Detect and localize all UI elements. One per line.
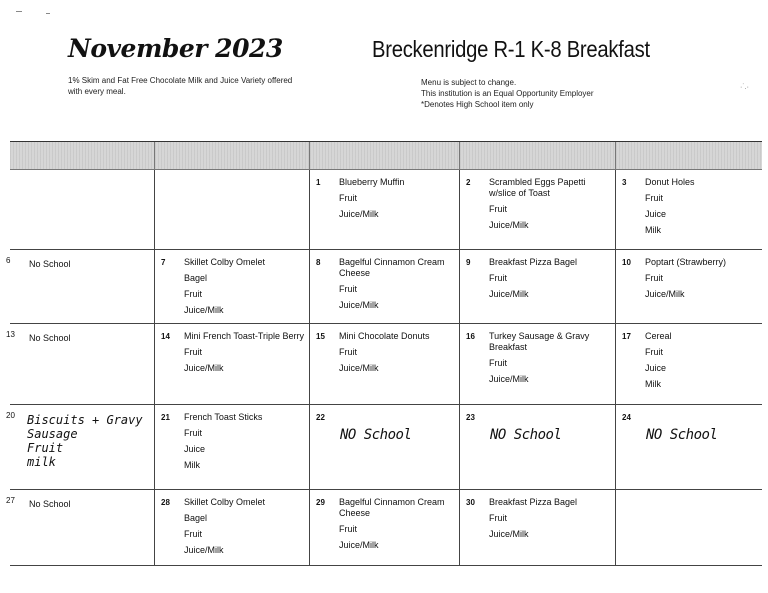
menu-item: Bagelful Cinnamon Cream Cheese [339,497,445,518]
handwritten-item: Biscuits + Gravy [27,413,143,427]
day-number: 17 [622,332,631,341]
menu-items [184,412,305,476]
day-number: 20 [6,411,15,420]
menu-item: Skillet Colby Omelet [184,497,266,507]
day-cell [460,170,616,250]
menu-item: Blueberry Muffin [339,177,405,187]
month-title: November 2023 [68,34,283,63]
scan-speck [16,11,22,12]
day-number: 28 [161,498,170,507]
day-cell [310,490,460,566]
menu-item: Fruit [645,273,663,283]
day-cell [6,250,155,324]
menu-items [489,177,611,236]
menu-item: Mini French Toast-Triple Berry [184,331,305,341]
menu-items [645,331,758,395]
day-cell [6,324,155,405]
menu-item: Breakfast Pizza Bagel [489,497,578,507]
menu-items [339,331,455,379]
menu-item: Juice/Milk [184,363,224,373]
menu-item: Fruit [489,358,507,368]
menu-item: Milk [645,225,661,235]
day-number: 16 [466,332,475,341]
day-number: 13 [6,330,15,339]
day-number: 6 [6,256,11,265]
day-number: 30 [466,498,475,507]
menu-item: Milk [184,460,200,470]
menu-title: Breckenridge R-1 K-8 Breakfast [372,36,650,62]
day-number: 10 [622,258,631,267]
day-cell [6,405,155,490]
day-number: 7 [161,258,166,267]
disclaimer-line: *Denotes High School item only [421,100,534,109]
menu-items [184,497,305,561]
menu-items [489,497,611,545]
milk-note: 1% Skim and Fat Free Chocolate Milk and Juice Variety offered with every meal. [68,76,293,96]
day-cell [310,250,460,324]
menu-item: Poptart (Strawberry) [645,257,727,267]
day-cell [155,405,310,490]
menu-item: Fruit [489,513,507,523]
header-cell [310,142,460,170]
menu-items [645,257,758,305]
day-number: 22 [316,413,325,422]
menu-item: Fruit [184,529,202,539]
menu-items [339,497,455,556]
menu-item: Juice/Milk [489,374,529,384]
menu-item: Bagelful Cinnamon Cream Cheese [339,257,445,278]
header-cell [616,142,762,170]
day-cell [460,324,616,405]
menu-item: Juice/Milk [339,300,379,310]
menu-item: Scrambled Eggs Papetti w/slice of Toast [489,177,586,198]
menu-items [489,331,611,390]
day-cell [310,405,460,490]
day-cell [460,405,616,490]
scan-speck [46,13,50,14]
menu-item: Juice/Milk [489,220,529,230]
handwritten-item: milk [27,455,56,469]
menu-item: Fruit [645,347,663,357]
day-cell [155,490,310,566]
menu-item: Juice/Milk [489,289,529,299]
menu-items [184,331,305,379]
menu-item: Juice/Milk [645,289,685,299]
menu-items [184,257,305,321]
header-cell [155,142,310,170]
menu-item: Bagel [184,513,208,523]
menu-item: Juice/Milk [339,209,379,219]
no-school-label: No School [29,499,71,509]
day-cell [616,405,762,490]
menu-item: Milk [645,379,661,389]
menu-item: Fruit [184,428,202,438]
day-number: 27 [6,496,15,505]
menu-item: Cereal [645,331,672,341]
menu-item: Fruit [489,273,507,283]
menu-item: Fruit [645,193,663,203]
menu-items [339,257,455,316]
no-school-label: No School [29,259,71,269]
day-number: 14 [161,332,170,341]
menu-items [489,257,611,305]
day-cell [460,250,616,324]
day-number: 3 [622,178,627,187]
day-cell [616,490,762,566]
disclaimer [421,77,594,110]
day-number: 15 [316,332,325,341]
menu-calendar [6,141,762,566]
day-cell [155,250,310,324]
day-cell [155,170,310,250]
menu-item: Fruit [339,347,357,357]
day-number: 23 [466,413,475,422]
day-number: 24 [622,413,631,422]
menu-item: Fruit [339,193,357,203]
menu-item: Juice [645,209,667,219]
menu-items [339,177,455,225]
scan-speck: ·˙.· [740,84,749,91]
menu-item: Donut Holes [645,177,695,187]
day-number: 8 [316,258,321,267]
menu-item: Juice [184,444,206,454]
day-cell [6,490,155,566]
menu-item: Juice/Milk [184,305,224,315]
menu-item: Fruit [184,289,202,299]
handwritten-note: NO School [646,427,718,443]
handwritten-menu [27,413,143,469]
menu-item: Juice [645,363,667,373]
day-number: 21 [161,413,170,422]
day-number: 9 [466,258,471,267]
day-cell [155,324,310,405]
menu-item: Fruit [339,524,357,534]
menu-item: Bagel [184,273,208,283]
menu-item: Turkey Sausage & Gravy Breakfast [489,331,590,352]
day-cell [10,170,155,250]
disclaimer-line: This institution is an Equal Opportunity Employer [421,89,594,98]
day-cell [310,324,460,405]
menu-item: Fruit [184,347,202,357]
menu-item: Juice/Milk [184,545,224,555]
menu-item: Fruit [339,284,357,294]
menu-item: Breakfast Pizza Bagel [489,257,578,267]
day-number: 29 [316,498,325,507]
handwritten-note: NO School [490,427,562,443]
handwritten-item: Sausage [27,427,78,441]
header-cell [10,142,155,170]
menu-item: Juice/Milk [489,529,529,539]
day-cell [460,490,616,566]
day-cell [616,170,762,250]
day-cell [616,250,762,324]
day-cell [310,170,460,250]
menu-item: Mini Chocolate Donuts [339,331,430,341]
menu-items [645,177,758,241]
day-number: 2 [466,178,471,187]
disclaimer-line: Menu is subject to change. [421,78,517,87]
menu-item: French Toast Sticks [184,412,263,422]
header-cell [460,142,616,170]
day-number: 1 [316,178,321,187]
no-school-label: No School [29,333,71,343]
menu-item: Juice/Milk [339,363,379,373]
handwritten-item: Fruit [27,441,64,455]
menu-item: Juice/Milk [339,540,379,550]
menu-item: Skillet Colby Omelet [184,257,266,267]
handwritten-note: NO School [340,427,412,443]
menu-item: Fruit [489,204,507,214]
day-cell [616,324,762,405]
